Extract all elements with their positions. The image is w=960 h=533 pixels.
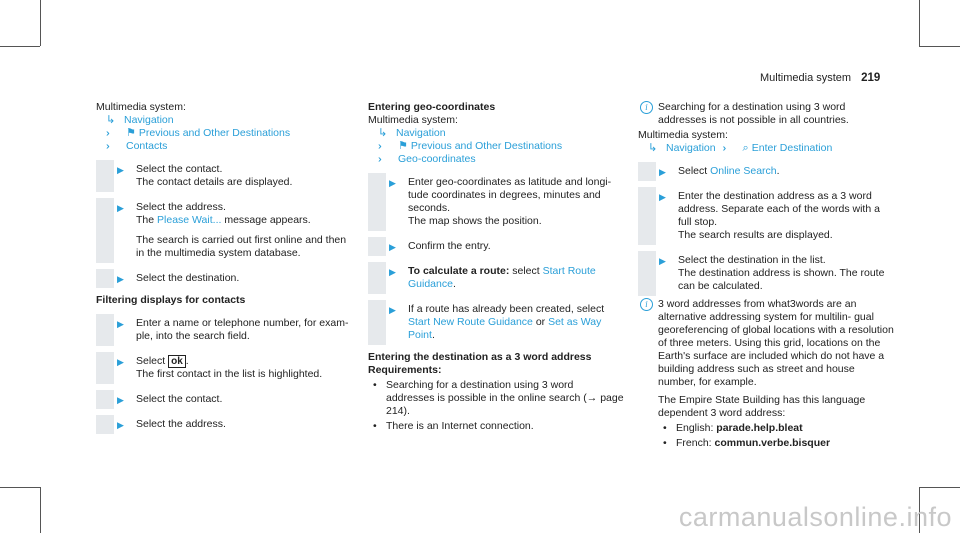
step — [368, 265, 624, 291]
crop-mark — [919, 46, 960, 47]
menu-link-geo-coordinates[interactable]: Geo-coordinates — [398, 153, 476, 165]
step-bar — [368, 300, 386, 345]
step-arrow-icon: ▶ — [389, 305, 396, 315]
step-text: Select the address. — [136, 418, 226, 430]
bullet: • — [663, 437, 667, 449]
note-text: The Empire State Building has this language dependent 3 word address: — [658, 394, 866, 419]
step-text: Enter the destination address as a 3 word address. Separate each of the words with a full stop. — [678, 190, 880, 228]
page-header — [760, 72, 880, 84]
crop-mark — [40, 0, 41, 46]
step-arrow-icon: ▶ — [389, 242, 396, 252]
note-text: 3 word addresses from what3words are an alternative addressing system for multilin- gual georeferencing of global locations with a resolution of three meters. Using this grid, locations on the Earth's surface are included which do not have a building address such as street and house number, for example. — [658, 298, 894, 388]
double-chevron-icon: ›› — [722, 143, 724, 154]
text: . — [452, 278, 456, 290]
menu-path — [368, 153, 624, 166]
step-bar — [96, 390, 114, 409]
step — [96, 272, 352, 285]
step-result: The map shows the position. — [408, 215, 542, 227]
requirements-heading: Requirements: — [368, 364, 442, 376]
flag-icon: ⚑ — [126, 127, 139, 139]
crop-mark — [0, 46, 40, 47]
section-heading: Entering geo-coordinates — [368, 101, 496, 113]
column-3 — [638, 101, 894, 450]
text: To calculate a route: — [408, 265, 510, 277]
menu-path — [96, 114, 352, 127]
step-text: Select the address. — [136, 201, 226, 213]
step-arrow-icon: ▶ — [659, 167, 666, 177]
text: message appears. — [221, 214, 311, 226]
step — [96, 201, 352, 260]
step — [368, 176, 624, 228]
step-arrow-icon: ▶ — [117, 357, 124, 367]
menu-link-navigation[interactable]: Navigation — [666, 142, 716, 154]
step — [638, 190, 894, 242]
double-chevron-icon: ›› — [378, 141, 379, 152]
step-bar — [368, 173, 386, 231]
ok-icon: ok — [168, 355, 186, 368]
text: If a route has already been created, select — [408, 303, 605, 315]
text: . — [776, 165, 780, 177]
text: . — [185, 355, 189, 367]
return-arrow-icon: ↳ — [106, 114, 116, 126]
step-arrow-icon: ▶ — [659, 256, 666, 266]
column-2 — [368, 101, 624, 433]
menu-link-start-route-guidance[interactable]: Start Route Guidance — [408, 265, 596, 290]
step-result: The search results are displayed. — [678, 229, 833, 241]
watermark: carmanualsonline.info — [678, 502, 952, 532]
step — [96, 393, 352, 406]
text: or — [532, 316, 549, 328]
menu-path — [368, 140, 624, 153]
section-heading: Entering the destination as a 3 word address — [368, 351, 592, 363]
menu-link-enter-destination[interactable]: Enter Destination — [751, 142, 833, 154]
note-text: Searching for a destination using 3 word addresses is not possible in all countries. — [658, 101, 849, 126]
step-arrow-icon: ▶ — [389, 178, 396, 188]
step — [638, 165, 894, 178]
section-title: Multimedia system — [760, 72, 852, 84]
crop-mark — [0, 487, 40, 488]
step-bar — [96, 198, 114, 263]
info-note — [638, 298, 894, 450]
step-arrow-icon: ▶ — [117, 395, 124, 405]
bullet: • — [663, 422, 667, 434]
crop-mark — [40, 487, 41, 533]
crop-mark — [919, 487, 960, 488]
list-item-text: English: — [676, 422, 717, 434]
menu-path — [368, 127, 624, 140]
text: Select — [678, 165, 711, 177]
step — [96, 163, 352, 189]
menu-link-online-search[interactable]: Online Search — [710, 165, 777, 177]
list-item — [658, 437, 894, 450]
search-icon: ⌕ — [742, 142, 752, 154]
menu-path — [96, 127, 352, 140]
step-bar — [96, 314, 114, 346]
step — [96, 317, 352, 343]
step-result: The first contact in the list is highlighted. — [136, 368, 323, 380]
return-arrow-icon: ↳ — [378, 127, 388, 139]
step-result: The destination address is shown. The route can be calculated. — [678, 267, 885, 292]
list-item-text: French: — [676, 437, 715, 449]
list-item-text: Searching for a destination using 3 word addresses is possible in the online search (→ page 214). — [386, 379, 624, 417]
message-please-wait: Please Wait... — [157, 214, 222, 226]
crop-mark — [919, 0, 920, 46]
step-text: Select the destination. — [136, 272, 240, 284]
menu-path — [638, 142, 894, 155]
menu-link-contacts[interactable]: Contacts — [126, 140, 168, 152]
step-arrow-icon: ▶ — [389, 267, 396, 277]
step-text: Select the contact. — [136, 393, 223, 405]
step — [368, 240, 624, 253]
step — [638, 254, 894, 293]
step-bar — [638, 187, 656, 245]
step-arrow-icon: ▶ — [117, 274, 124, 284]
menu-link-navigation[interactable]: Navigation — [396, 127, 446, 139]
text: Select — [136, 355, 169, 367]
step-bar — [96, 269, 114, 288]
flag-icon: ⚑ — [398, 140, 411, 152]
menu-path — [96, 140, 352, 153]
step-result — [136, 214, 352, 227]
step-text — [408, 303, 624, 342]
step-arrow-icon: ▶ — [659, 192, 666, 202]
word-address: commun.verbe.bisquer — [714, 437, 831, 449]
step-text — [136, 355, 352, 368]
step-arrow-icon: ▶ — [117, 203, 124, 213]
step-text — [408, 265, 624, 291]
menu-link-previous-destinations[interactable]: Previous and Other Destinations — [138, 127, 291, 139]
list-item — [368, 420, 624, 433]
bullet: • — [373, 379, 377, 391]
list-item-text: There is an Internet connection. — [386, 420, 534, 432]
page-number: 219 — [861, 72, 881, 84]
step — [96, 418, 352, 431]
step-bar — [96, 352, 114, 384]
double-chevron-icon: ›› — [106, 128, 107, 139]
double-chevron-icon: ›› — [378, 154, 379, 165]
step-bar — [638, 162, 656, 181]
text: . — [431, 329, 435, 341]
column-1 — [96, 101, 352, 431]
list-item — [658, 422, 894, 435]
info-icon: i — [640, 298, 653, 311]
list-item — [368, 379, 624, 418]
text: select — [509, 265, 543, 277]
info-note — [638, 101, 894, 127]
step-text: Select the contact. — [136, 163, 223, 175]
bullet: • — [373, 420, 377, 432]
step-note: The search is carried out first online and then in the multimedia system database. — [136, 234, 347, 259]
step-bar — [638, 251, 656, 296]
step-bar — [96, 415, 114, 434]
intro-text: Multimedia system: — [638, 129, 728, 141]
step-arrow-icon: ▶ — [117, 319, 124, 329]
step-text — [678, 165, 894, 178]
step — [368, 303, 624, 342]
double-chevron-icon: ›› — [106, 141, 107, 152]
menu-link-previous-destinations[interactable]: Previous and Other Destinations — [410, 140, 563, 152]
step-text: Enter a name or telephone number, for exam- ple, into the search field. — [136, 317, 349, 342]
step-arrow-icon: ▶ — [117, 165, 124, 175]
info-icon: i — [640, 101, 653, 114]
step-bar — [96, 160, 114, 192]
step-text: Confirm the entry. — [408, 240, 491, 252]
step-text: Select the destination in the list. — [678, 254, 826, 266]
word-address: parade.help.bleat — [716, 422, 803, 434]
step-result: The contact details are displayed. — [136, 176, 293, 188]
step — [96, 355, 352, 381]
step-text: Enter geo-coordinates as latitude and longi- tude coordinates in degrees, minutes and seconds. — [408, 176, 612, 214]
step-bar — [368, 262, 386, 294]
intro-text: Multimedia system: — [368, 114, 458, 126]
return-arrow-icon: ↳ — [648, 142, 658, 154]
step-arrow-icon: ▶ — [117, 420, 124, 430]
step-bar — [368, 237, 386, 256]
menu-link-set-as-way-point[interactable]: Set as Way Point — [408, 316, 602, 341]
intro-text: Multimedia system: — [96, 101, 186, 113]
menu-link-start-new-route-guidance[interactable]: Start New Route Guidance — [408, 316, 533, 328]
menu-link-navigation[interactable]: Navigation — [124, 114, 174, 126]
text: The — [136, 214, 158, 226]
section-heading: Filtering displays for contacts — [96, 294, 246, 306]
